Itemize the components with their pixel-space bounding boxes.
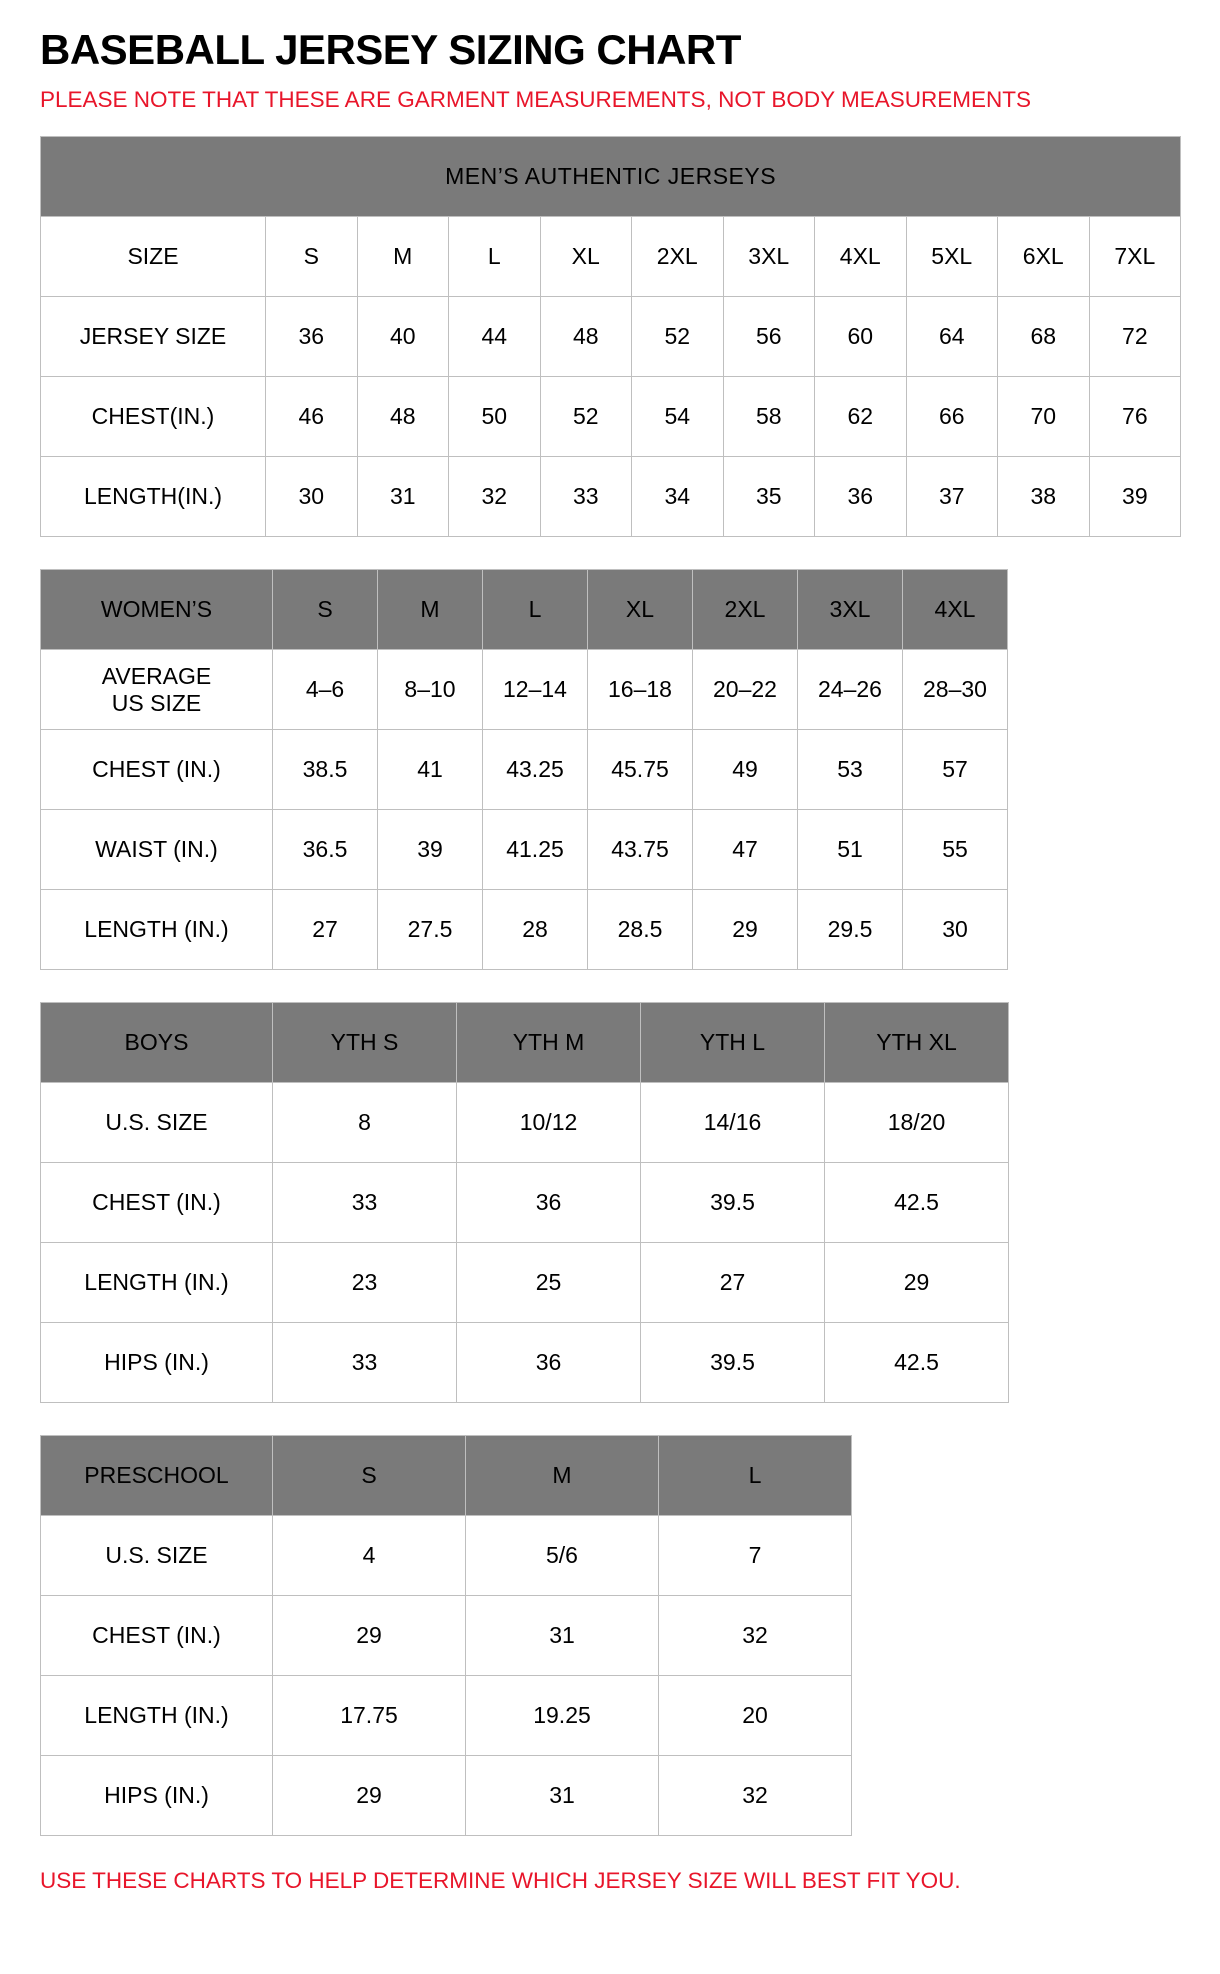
row-label: CHEST (IN.) (41, 1163, 273, 1243)
cell: 4 (273, 1516, 466, 1596)
cell: 27.5 (378, 890, 483, 970)
cell: 8–10 (378, 650, 483, 730)
row-label: CHEST(IN.) (41, 377, 266, 457)
boys-title: BOYS (41, 1003, 273, 1083)
cell: 17.75 (273, 1676, 466, 1756)
cell: 36 (457, 1323, 641, 1403)
cell: 62 (815, 377, 907, 457)
cell: 36 (457, 1163, 641, 1243)
row-label: CHEST (IN.) (41, 730, 273, 810)
table-row (41, 730, 1008, 810)
table-row (41, 1243, 1009, 1323)
cell: 30 (903, 890, 1008, 970)
size-header: YTH S (273, 1003, 457, 1083)
table-row (41, 377, 1181, 457)
cell: 29 (825, 1243, 1009, 1323)
cell: 16–18 (588, 650, 693, 730)
cell: 31 (466, 1596, 659, 1676)
cell: 23 (273, 1243, 457, 1323)
preschool-sizing-table (40, 1435, 852, 1836)
size-header: YTH XL (825, 1003, 1009, 1083)
cell: 38.5 (273, 730, 378, 810)
size-header: YTH M (457, 1003, 641, 1083)
cell: 31 (357, 457, 449, 537)
size-header: S (273, 570, 378, 650)
cell: 33 (540, 457, 632, 537)
cell: 46 (266, 377, 358, 457)
cell: 68 (998, 297, 1090, 377)
size-header: 2XL (632, 217, 724, 297)
cell: 70 (998, 377, 1090, 457)
cell: 18/20 (825, 1083, 1009, 1163)
row-label: AVERAGE US SIZE (41, 650, 273, 730)
row-label: LENGTH (IN.) (41, 890, 273, 970)
cell: 33 (273, 1163, 457, 1243)
table-row (41, 1083, 1009, 1163)
table-header-row (41, 570, 1008, 650)
cell: 45.75 (588, 730, 693, 810)
size-header: XL (540, 217, 632, 297)
size-header: 2XL (693, 570, 798, 650)
cell: 36.5 (273, 810, 378, 890)
table-row (41, 1516, 852, 1596)
size-header: 4XL (815, 217, 907, 297)
table-row (41, 1323, 1009, 1403)
cell: 66 (906, 377, 998, 457)
table-row (41, 1676, 852, 1756)
cell: 43.75 (588, 810, 693, 890)
table-row (41, 297, 1181, 377)
table-row (41, 810, 1008, 890)
table-row (41, 1596, 852, 1676)
womens-sizing-table (40, 569, 1008, 970)
page-title: BASEBALL JERSEY SIZING CHART (40, 26, 741, 73)
cell: 42.5 (825, 1163, 1009, 1243)
cell: 39.5 (641, 1163, 825, 1243)
cell: 36 (266, 297, 358, 377)
size-header: L (483, 570, 588, 650)
table-banner-row (41, 137, 1181, 217)
cell: 20 (659, 1676, 852, 1756)
cell: 43.25 (483, 730, 588, 810)
row-label: JERSEY SIZE (41, 297, 266, 377)
cell: 60 (815, 297, 907, 377)
boys-sizing-table (40, 1002, 1009, 1403)
cell: 57 (903, 730, 1008, 810)
garment-measurement-note: PLEASE NOTE THAT THESE ARE GARMENT MEASUREMENTS, NOT BODY MEASUREMENTS (40, 87, 1032, 113)
size-header: 5XL (906, 217, 998, 297)
cell: 8 (273, 1083, 457, 1163)
cell: 55 (903, 810, 1008, 890)
table-header-row (41, 1436, 852, 1516)
cell: 29 (693, 890, 798, 970)
cell: 39 (1089, 457, 1181, 537)
table-row (41, 1163, 1009, 1243)
cell: 52 (540, 377, 632, 457)
cell: 25 (457, 1243, 641, 1323)
cell: 44 (449, 297, 541, 377)
cell: 5/6 (466, 1516, 659, 1596)
cell: 7 (659, 1516, 852, 1596)
size-header: M (378, 570, 483, 650)
mens-sizing-table (40, 136, 1181, 537)
cell: 53 (798, 730, 903, 810)
table-row (41, 457, 1181, 537)
cell: 52 (632, 297, 724, 377)
table-row (41, 890, 1008, 970)
row-label-size: SIZE (41, 217, 266, 297)
cell: 29.5 (798, 890, 903, 970)
row-label: LENGTH (IN.) (41, 1243, 273, 1323)
size-header: L (659, 1436, 852, 1516)
cell: 51 (798, 810, 903, 890)
cell: 20–22 (693, 650, 798, 730)
table-row (41, 650, 1008, 730)
row-label: U.S. SIZE (41, 1516, 273, 1596)
row-label: WAIST (IN.) (41, 810, 273, 890)
table-row (41, 217, 1181, 297)
size-header: 3XL (798, 570, 903, 650)
cell: 39 (378, 810, 483, 890)
cell: 28–30 (903, 650, 1008, 730)
cell: 34 (632, 457, 724, 537)
cell: 40 (357, 297, 449, 377)
cell: 41.25 (483, 810, 588, 890)
cell: 72 (1089, 297, 1181, 377)
cell: 29 (273, 1756, 466, 1836)
preschool-title: PRESCHOOL (41, 1436, 273, 1516)
table-row (41, 1756, 852, 1836)
row-label: LENGTH (IN.) (41, 1676, 273, 1756)
cell: 30 (266, 457, 358, 537)
cell: 48 (540, 297, 632, 377)
cell: 14/16 (641, 1083, 825, 1163)
cell: 36 (815, 457, 907, 537)
size-header: M (466, 1436, 659, 1516)
cell: 64 (906, 297, 998, 377)
row-label: HIPS (IN.) (41, 1323, 273, 1403)
cell: 28 (483, 890, 588, 970)
size-header: L (449, 217, 541, 297)
cell: 42.5 (825, 1323, 1009, 1403)
size-header: XL (588, 570, 693, 650)
size-header: S (273, 1436, 466, 1516)
cell: 39.5 (641, 1323, 825, 1403)
size-header: 4XL (903, 570, 1008, 650)
cell: 31 (466, 1756, 659, 1836)
cell: 32 (659, 1756, 852, 1836)
cell: 48 (357, 377, 449, 457)
footer-note: USE THESE CHARTS TO HELP DETERMINE WHICH JERSEY SIZE WILL BEST FIT YOU. (40, 1868, 961, 1894)
cell: 24–26 (798, 650, 903, 730)
cell: 35 (723, 457, 815, 537)
cell: 49 (693, 730, 798, 810)
size-header: YTH L (641, 1003, 825, 1083)
cell: 47 (693, 810, 798, 890)
size-header: 6XL (998, 217, 1090, 297)
womens-title: WOMEN’S (41, 570, 273, 650)
cell: 19.25 (466, 1676, 659, 1756)
size-header: S (266, 217, 358, 297)
cell: 32 (659, 1596, 852, 1676)
cell: 50 (449, 377, 541, 457)
size-header: 3XL (723, 217, 815, 297)
cell: 28.5 (588, 890, 693, 970)
cell: 54 (632, 377, 724, 457)
row-label: LENGTH(IN.) (41, 457, 266, 537)
cell: 56 (723, 297, 815, 377)
cell: 58 (723, 377, 815, 457)
row-label: U.S. SIZE (41, 1083, 273, 1163)
cell: 12–14 (483, 650, 588, 730)
cell: 33 (273, 1323, 457, 1403)
table-header-row (41, 1003, 1009, 1083)
cell: 32 (449, 457, 541, 537)
cell: 4–6 (273, 650, 378, 730)
row-label: HIPS (IN.) (41, 1756, 273, 1836)
row-label: CHEST (IN.) (41, 1596, 273, 1676)
mens-banner: MEN’S AUTHENTIC JERSEYS (41, 137, 1181, 217)
cell: 76 (1089, 377, 1181, 457)
cell: 37 (906, 457, 998, 537)
cell: 27 (273, 890, 378, 970)
cell: 27 (641, 1243, 825, 1323)
size-header: 7XL (1089, 217, 1181, 297)
cell: 41 (378, 730, 483, 810)
size-header: M (357, 217, 449, 297)
cell: 10/12 (457, 1083, 641, 1163)
cell: 38 (998, 457, 1090, 537)
cell: 29 (273, 1596, 466, 1676)
